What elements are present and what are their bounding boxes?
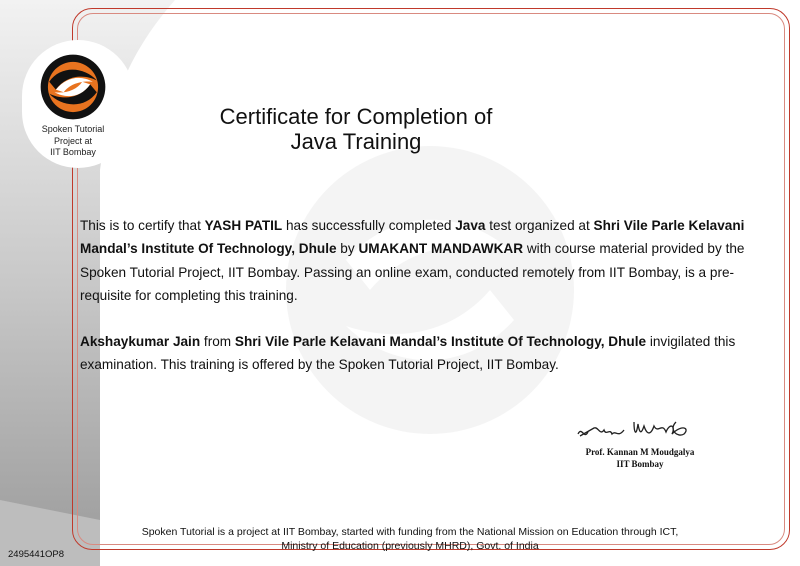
para-text: with course material provided by the Spoken Tutorial Project, IIT Bombay. Passing an online exam, conducted remotely from IIT Bombay, is a pre-requisite for completing this training. [80,241,745,304]
signatory-institution: IIT Bombay [616,459,664,469]
footer-line-2: Ministry of Education (previously MHRD), Govt. of India [281,540,539,552]
para-text: from [200,334,235,349]
certificate-title [150,104,562,154]
logo-caption-line: IIT Bombay [50,147,96,157]
para-text: by [336,241,359,257]
signature-icon [572,410,712,446]
invigilator-name: Akshaykumar Jain [80,334,201,349]
student-name: YASH PATIL [204,218,283,233]
signatory-name: Prof. Kannan M Moudgalya [585,447,695,457]
course-name: Java [455,218,486,233]
footer-note [100,525,720,553]
title-line-2: Java Training [290,129,422,154]
logo-caption-line: Project at [53,135,93,146]
footer-line-1: Spoken Tutorial is a project at IIT Bombay, started with funding from the National Mission on Education through ICT, [141,526,679,538]
logo-caption [20,124,126,159]
institute-name: Shri Vile Parle Kelavani Mandal’s Institute Of Technology, Dhule [80,218,745,257]
certificate-code: 2495441OP8 [8,549,64,560]
logo-caption-line: Spoken Tutorial [41,124,105,134]
coordinator-name: UMAKANT MANDAWKAR [358,241,524,257]
para-text: test organized at [485,218,594,233]
spoken-tutorial-logo-icon [40,54,106,120]
para-text: This is to certify that [80,218,205,233]
para-text: has successfully completed [282,218,456,233]
certification-paragraph [80,214,760,308]
para-text: invigilated this examination. This training is offered by the Spoken Tutorial Project, IIT Bombay. [80,334,736,373]
institute-name: Shri Vile Parle Kelavani Mandal’s Institute Of Technology, Dhule [234,334,647,349]
invigilation-paragraph [80,330,760,377]
title-line-1: Certificate for Completion of [219,104,493,129]
